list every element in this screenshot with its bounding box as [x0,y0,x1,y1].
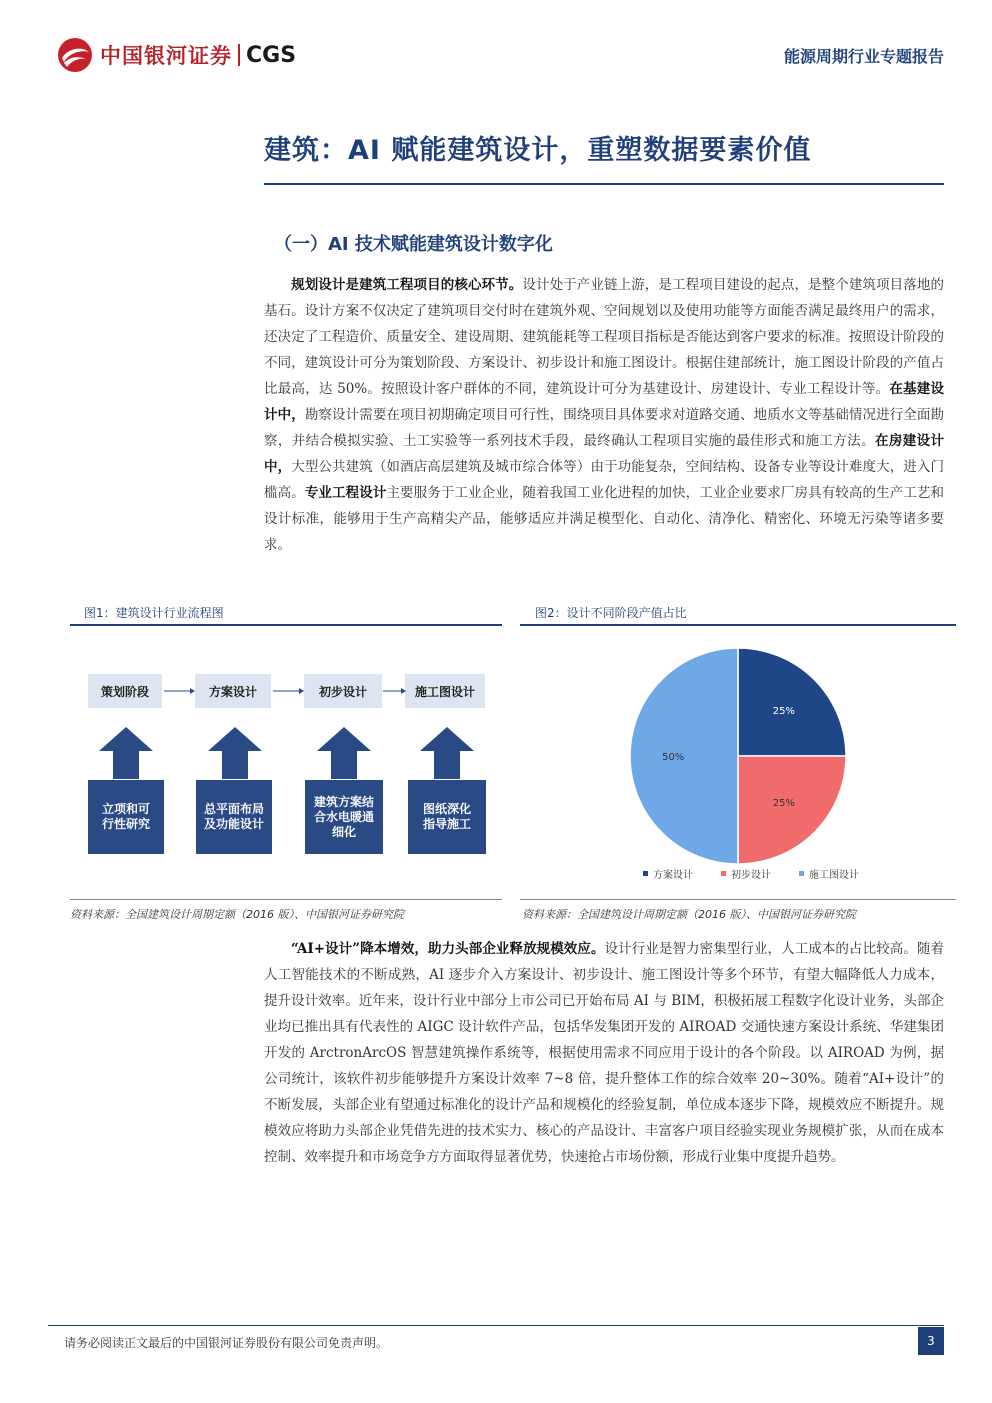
detail-box-1: 立项和可行性研究 [88,780,164,854]
para1-special-lead: 专业工程设计 [304,485,387,501]
up-arrow-1-icon [99,727,153,779]
pie-slice-1 [738,648,846,756]
legend-label-2: 初步设计 [731,870,771,881]
para2-lead: “AI+设计”降本增效，助力头部企业释放规模效应。 [291,941,605,957]
flow-arrow-2 [271,686,305,696]
para2-text: 设计行业是智力密集型行业，人工成本的占比较高。随着人工智能技术的不断成熟，AI 逐步介入方案设计、初步设计、施工图设计等多个环节，有望大幅降低人力成本，提升设计效率。近年来，设计行业中部分上市公司已开始布局 AI 与 BIM，积极拓展工程数字化设计业务，头部企业均已推出具有代表性的 AIGC 设计软件产品，包括华发集团开发的 AIROAD 交通快速方案设计系统、华建集团开发的 ArctronArcOS 智慧建筑操作系统等，根据使用需求不同应用于设计的各个阶段。以 AIROAD 为例，据公司统计，该软件初步能够提升方案设计效率 7~8 倍，提升整体工作的综合效率 20~30%。随着“AI+设计”的不断发展，头部企业有望通过标准化的设计产品和规模化的经验复制，单位成本逐步下降，规模效应不断提升。规模效应将助力头部企业凭借先进的技术实力、核心的产品设计、丰富客户项目经验实现业务规模扩张，从而在成本控制、效率提升和市场竞争方方面取得显著优势，快速抢占市场份额，形成行业集中度提升趋势。 [264,941,945,1165]
detail-box-4: 图纸深化指导施工 [408,780,486,854]
fig1-source: 资料来源：全国建筑设计周期定额（2016 版）、中国银河证券研究院 [70,908,404,921]
up-arrow-4-icon [420,727,474,779]
legend-label-1: 方案设计 [653,870,693,881]
para1-infra-lead: 在基建设计中， [264,381,945,423]
para1-text-2: 勘察设计需要在项目初期确定项目可行性，围绕项目具体要求对道路交通、地质水文等基础情况进行全面勘察，并结合模拟实验、土工实验等一系列技术手段，最终确认工程项目实施的最佳形式和施工方法。 [264,407,945,449]
legend-item-3 [799,866,859,881]
legend-swatch-1 [643,871,648,876]
page-header [0,0,992,80]
pie-chart-svg [520,630,956,898]
fig1-rule [70,624,502,626]
pie-label-2: 25% [772,797,795,809]
fig1-bottom-rule [70,899,502,900]
paragraph-2 [264,936,944,1170]
para1-text-3: 大型公共建筑（如酒店高层建筑及城市综合体等）由于功能复杂，空间结构、设备专业等设计难度大，进入门槛高。 [264,459,945,501]
para1-text-1: 设计处于产业链上游，是工程项目建设的起点，是整个建筑项目落地的基石。设计方案不仅决定了建筑项目交付时在建筑外观、空间规划以及使用功能等方面能否满足最终用户的需求，还决定了工程造价、质量安全、建设周期、建筑能耗等工程项目指标是否能达到客户要求的标准。按照设计阶段的不同，建筑设计可分为策划阶段、方案设计、初步设计和施工图设计。根据住建部统计，施工图设计阶段的产值占比最高，达 50%。按照设计客户群体的不同，建筑设计可分为基建设计、房建设计、专业工程设计等。 [264,277,944,397]
fig2-source: 资料来源：全国建筑设计周期定额（2016 版）、中国银河证券研究院 [522,908,856,921]
report-type: 能源周期行业专题报告 [783,47,944,66]
pie-label-3: 50% [662,752,685,763]
page-number: 3 [918,1327,944,1355]
fig1-title: 图1：建筑设计行业流程图 [84,606,224,620]
legend-item-2 [721,866,771,881]
section-title: （一）AI 技术赋能建筑设计数字化 [274,234,553,255]
stage-box-2: 方案设计 [195,674,271,708]
legend-item-1 [643,866,693,881]
pie-label-1: 25% [772,706,795,718]
company-logo [56,36,296,74]
stage-box-1: 策划阶段 [88,674,162,708]
legend-swatch-2 [721,871,726,876]
para1-building-lead: 在房建设计中， [264,433,945,475]
stage-box-3: 初步设计 [304,674,382,708]
detail-box-3: 建筑方案结合水电暖通细化 [305,780,383,854]
pie-slice-2 [738,756,846,864]
logo-separator [238,44,240,66]
detail-box-2: 总平面布局及功能设计 [196,780,272,854]
logo-text-en: CGS [246,42,297,68]
logo-text-cn: 中国银河证券 [100,44,232,68]
paragraph-1 [264,272,944,558]
flow-arrow-3 [381,686,407,696]
up-arrow-3-icon [317,727,371,779]
fig2-bottom-rule [520,899,956,900]
para1-text-4: 主要服务于工业企业，随着我国工业化进程的加快，工业企业要求厂房具有较高的生产工艺和设计标准，能够用于生产高精尖产品，能够适应并满足模型化、自动化、清净化、精密化、环境无污染等诸多要求。 [264,485,945,553]
footer-disclaimer: 请务必阅读正文最后的中国银河证券股份有限公司免责声明。 [64,1336,389,1350]
fig2-rule [520,624,956,626]
footer-rule [48,1325,944,1326]
stage-box-4: 施工图设计 [405,674,485,708]
legend-label-3: 施工图设计 [809,870,859,881]
up-arrow-2-icon [208,727,262,779]
fig2-title: 图2：设计不同阶段产值占比 [535,606,687,620]
para1-lead: 规划设计是建筑工程项目的核心环节。 [291,277,523,293]
title-divider [264,183,944,185]
pie-chart [520,630,956,898]
flow-arrow-1 [162,686,196,696]
logo-icon [56,36,94,74]
page-title: 建筑：AI 赋能建筑设计，重塑数据要素价值 [264,135,812,166]
legend-swatch-3 [799,871,804,876]
